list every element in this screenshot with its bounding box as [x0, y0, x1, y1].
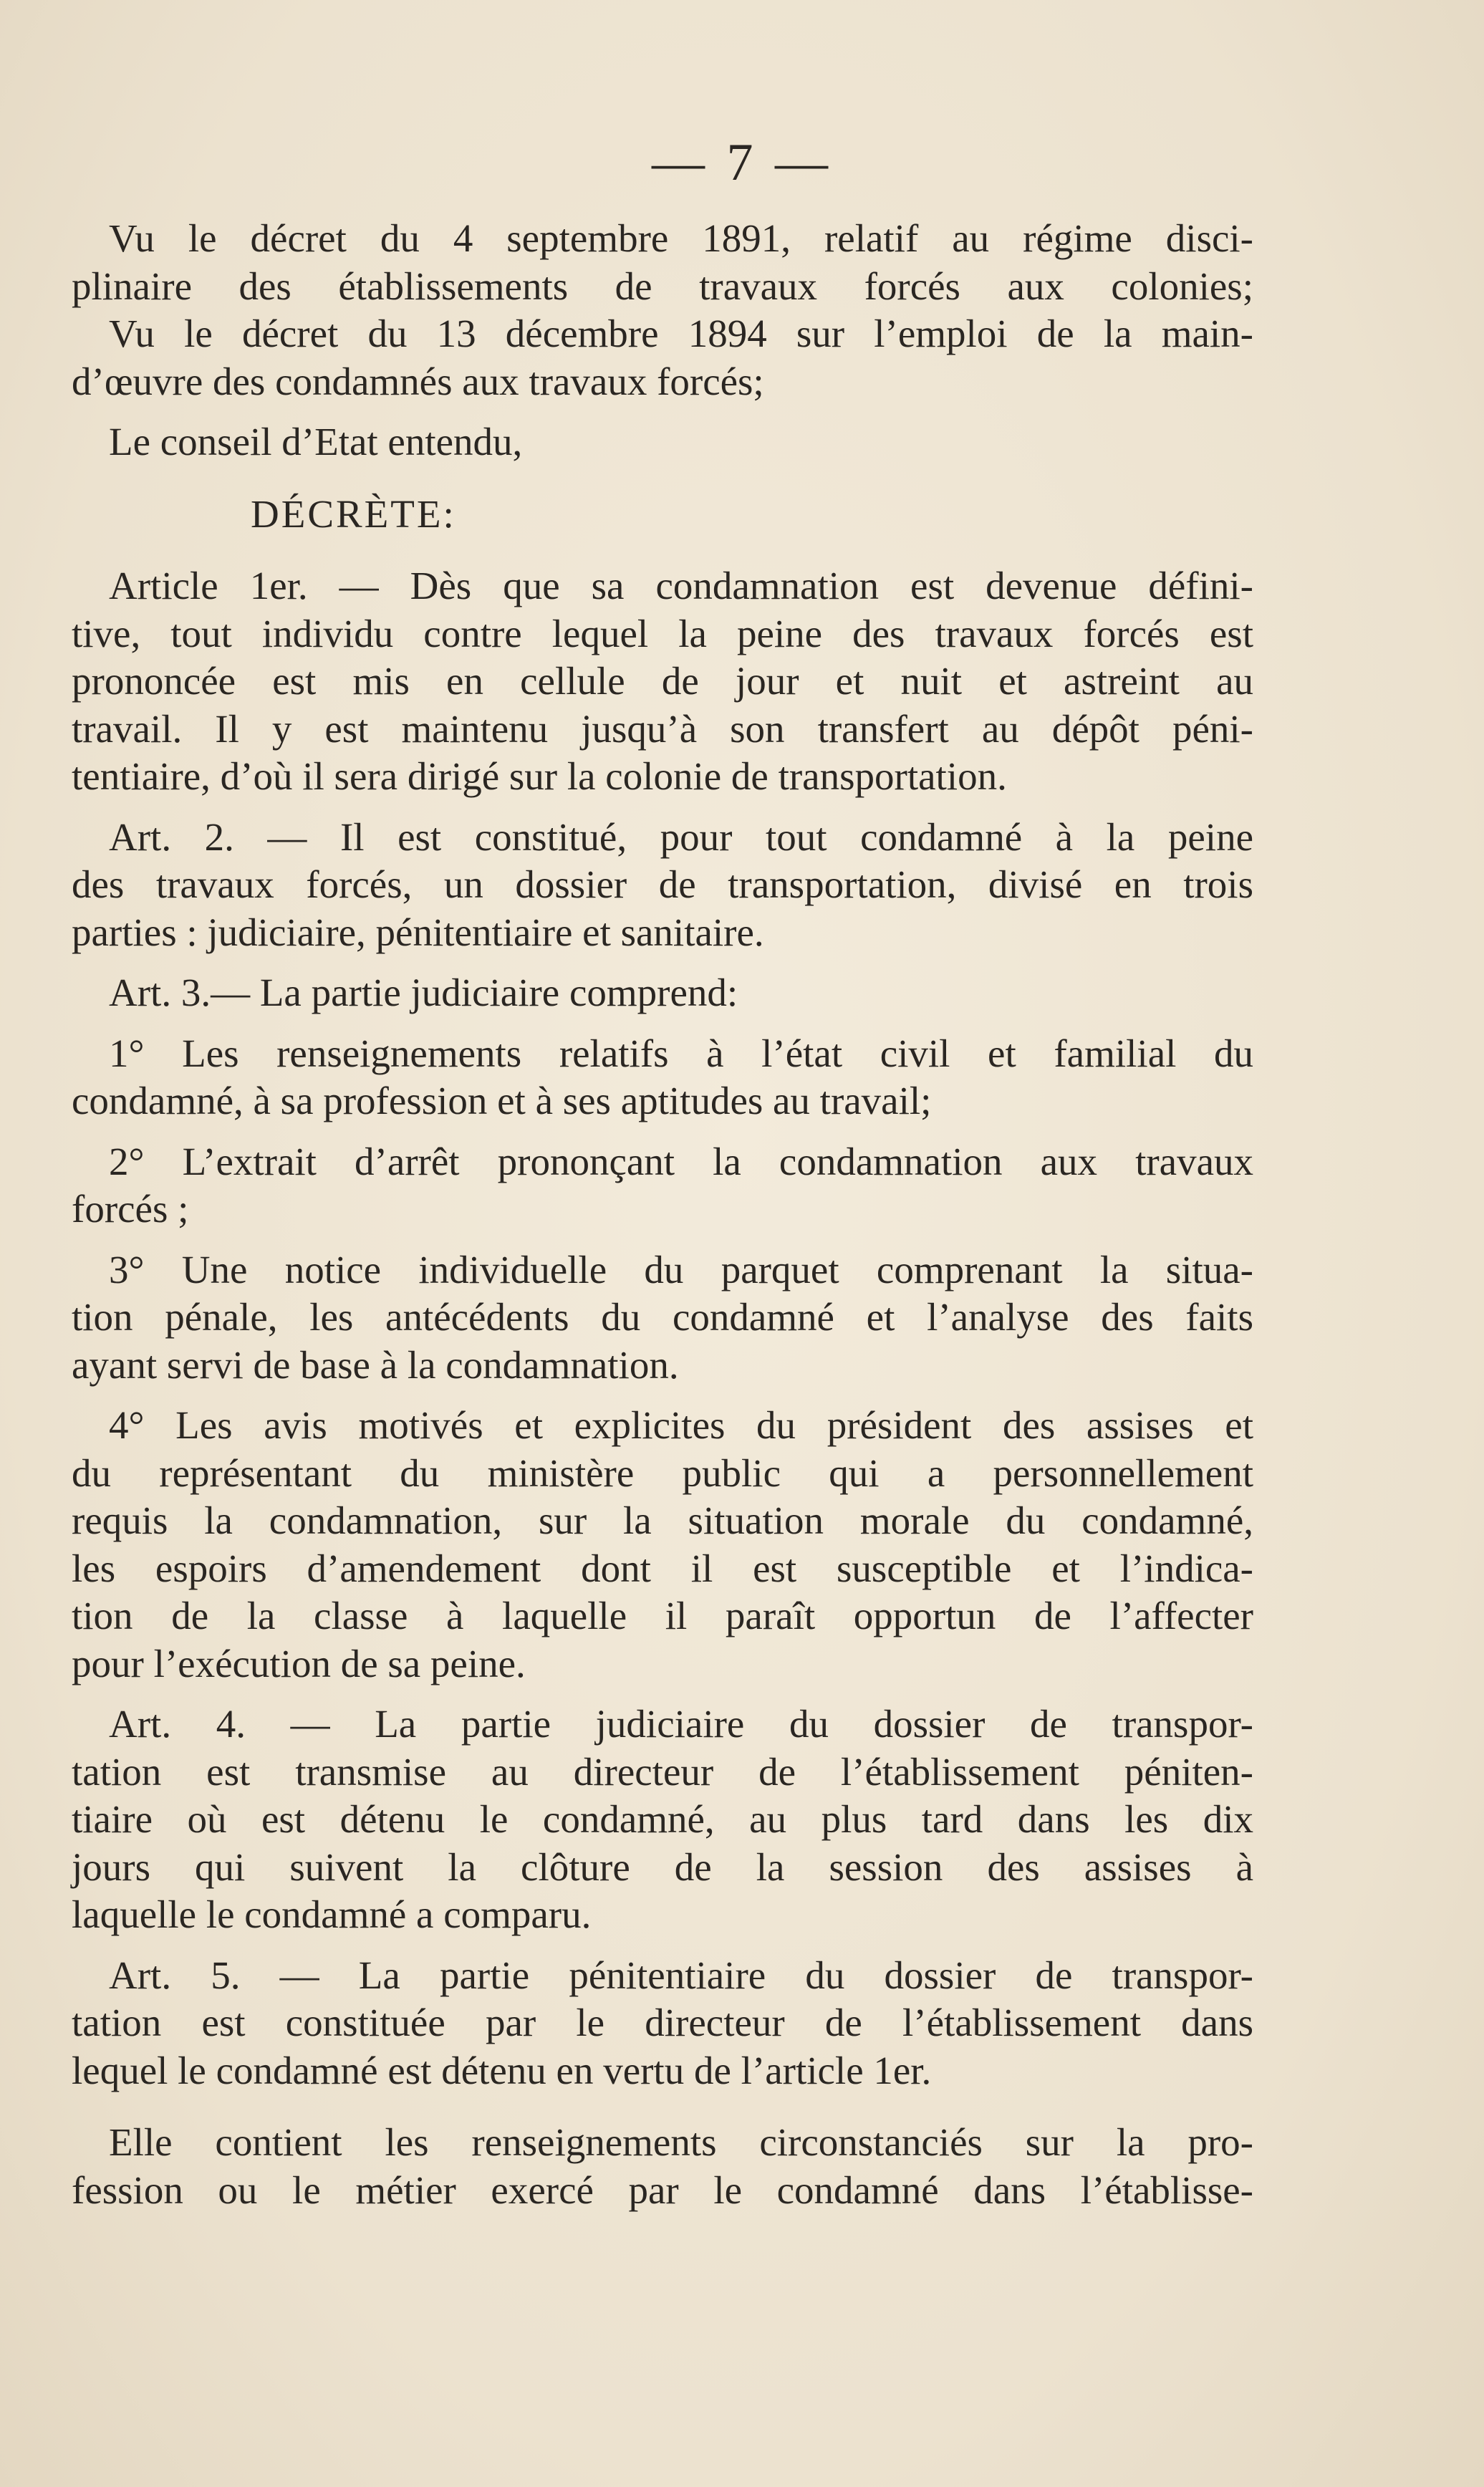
decree-heading: DÉCRÈTE: [251, 491, 456, 536]
text-line: travail. Il y est maintenu jusqu’à son transfert au dépôt péni- [72, 706, 1253, 751]
text-line: 3° Une notice individuelle du parquet comprenant la situa- [109, 1247, 1253, 1291]
text-line: laquelle le condamné a comparu. [72, 1892, 592, 1936]
text-line: 2° L’extrait d’arrêt prononçant la condamnation aux travaux [109, 1139, 1253, 1183]
text-line: Art. 3.— La partie judiciaire comprend: [109, 971, 738, 1014]
text-line: parties : judiciaire, pénitentiaire et sanitaire. [72, 910, 764, 954]
text-line: jours qui suivent la clôture de la session des assises à [72, 1844, 1253, 1889]
text-line: Article 1er. — Dès que sa condamnation est devenue défini- [109, 564, 1253, 607]
text-line: Vu le décret du 13 décembre 1894 sur l’emploi de la main- [109, 312, 1253, 355]
text-line: Art. 5. — La partie pénitentiaire du dossier de transpor- [109, 1953, 1253, 1997]
text-line: tentiaire, d’où il sera dirigé sur la colonie de transportation. [72, 754, 1007, 798]
text-line: pour l’exécution de sa peine. [72, 1641, 526, 1685]
text-line: 1° Les renseignements relatifs à l’état civil et familial du [109, 1031, 1253, 1075]
text-line: Le conseil d’Etat entendu, [109, 420, 523, 463]
text-line: tion pénale, les antécédents du condamné et l’analyse des faits [72, 1295, 1253, 1339]
text-line: 4° Les avis motivés et explicites du président des assises et [109, 1403, 1253, 1447]
text-line: forcés ; [72, 1187, 189, 1231]
text-line: requis la condamnation, sur la situation morale du condamné, [72, 1499, 1253, 1542]
text-line: tiaire où est détenu le condamné, au plus tard dans les dix [72, 1797, 1253, 1841]
text-line: Art. 4. — La partie judiciaire du dossier de transpor- [109, 1702, 1253, 1746]
text-line: fession ou le métier exercé par le condamné dans l’établisse- [72, 2168, 1253, 2212]
text-line: tion de la classe à laquelle il paraît opportun de l’affecter [72, 1594, 1253, 1637]
text-line: tation est constituée par le directeur de l’établissement dans [72, 2001, 1253, 2044]
text-line: les espoirs d’amendement dont il est susceptible et l’indica- [72, 1546, 1253, 1590]
text-line: des travaux forcés, un dossier de transportation, divisé en trois [72, 862, 1253, 906]
text-line: lequel le condamné est détenu en vertu de l’article 1er. [72, 2048, 932, 2092]
text-line: plinaire des établissements de travaux forcés aux colonies; [72, 264, 1253, 308]
text-line: du représentant du ministère public qui a personnellement [72, 1451, 1253, 1495]
text-line: ayant servi de base à la condamnation. [72, 1342, 679, 1387]
text-line: d’œuvre des condamnés aux travaux forcés; [72, 359, 764, 403]
text-line: tation est transmise au directeur de l’établissement péniten- [72, 1749, 1253, 1794]
text-line: Art. 2. — Il est constitué, pour tout condamné à la peine [109, 814, 1253, 859]
decree-text [72, 215, 1253, 2214]
text-line: Vu le décret du 4 septembre 1891, relatif au régime disci- [109, 216, 1253, 260]
text-line: prononcée est mis en cellule de jour et nuit et astreint au [72, 659, 1253, 703]
text-line: condamné, à sa profession et à ses aptitudes au travail; [72, 1079, 932, 1122]
page-number: — 7 — [652, 133, 832, 192]
text-line: tive, tout individu contre lequel la peine des travaux forcés est [72, 611, 1253, 655]
text-line: Elle contient les renseignements circonstanciés sur la pro- [109, 2120, 1253, 2164]
